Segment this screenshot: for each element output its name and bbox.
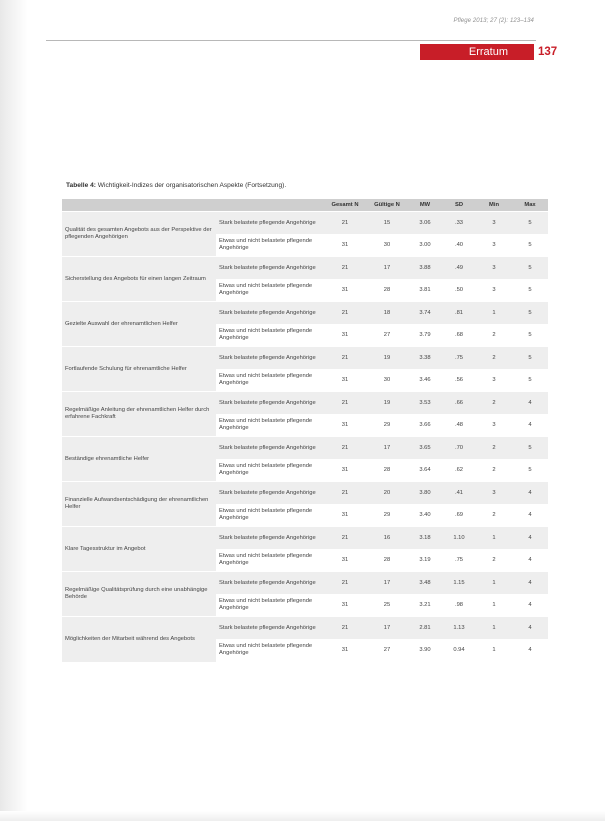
cell-group: Etwas und nicht belastete pflegende Angehörige [219,418,313,431]
cell-sd: .50 [454,286,464,293]
cell-min: 2 [492,556,496,563]
cell-max: 4 [528,601,532,608]
cell-mw: 3.18 [408,527,442,550]
table-row [62,257,548,280]
column-header-mw: MW [408,199,442,212]
table-row [62,617,548,640]
cell-mw: 3.80 [408,482,442,505]
cell-max: 4 [512,527,548,550]
cell-max: 4 [528,511,532,518]
cell-group: Stark belastete pflegende Angehörige [216,302,324,325]
cell-aspect: Regelmäßige Qualitätsprüfung durch eine unabhängige Behörde [62,572,216,617]
cell-mw: 3.40 [419,511,431,518]
cell-mw: 2.81 [408,617,442,640]
cell-max: 4 [512,392,548,415]
cell-mw: 3.21 [419,601,431,608]
cell-max: 4 [512,572,548,595]
cell-gueltige-n: 17 [366,257,408,280]
running-head: Pflege 2013; 27 (2): 123–134 [453,18,534,24]
cell-group: Stark belastete pflegende Angehörige [216,212,324,235]
cell-sd: .48 [454,421,464,428]
cell-gesamt-n: 31 [341,511,349,518]
cell-min: 3 [492,286,496,293]
cell-gesamt-n: 21 [324,527,366,550]
cell-gesamt-n: 21 [324,212,366,235]
column-header-aspect [62,199,216,212]
cell-mw: 3.06 [408,212,442,235]
cell-min: 2 [492,511,496,518]
cell-gesamt-n: 21 [324,617,366,640]
cell-min: 1 [476,527,512,550]
cell-max: 5 [512,437,548,460]
cell-group: Etwas und nicht belastete pflegende Angehörige [219,553,313,566]
cell-sd: .75 [442,347,476,370]
cell-max: 5 [512,302,548,325]
cell-gueltige-n: 15 [366,212,408,235]
section-badge: Erratum [420,44,534,60]
cell-gesamt-n: 21 [324,482,366,505]
column-header-group [216,199,324,212]
cell-aspect: Finanzielle Aufwandsentschädigung der ehrenamtlichen Helfer [62,482,216,527]
cell-mw: 3.48 [408,572,442,595]
cell-aspect: Fortlaufende Schulung für ehrenamtliche Helfer [62,347,216,392]
cell-gueltige-n: 30 [383,376,391,383]
cell-min: 1 [476,617,512,640]
cell-gueltige-n: 25 [383,601,391,608]
cell-aspect: Sicherstellung des Angebots für einen langen Zeitraum [62,257,216,302]
cell-min: 3 [492,421,496,428]
cell-sd: .33 [442,212,476,235]
table-row [62,482,548,505]
page-edge-shadow [0,0,28,821]
cell-gueltige-n: 27 [383,646,391,653]
cell-gueltige-n: 28 [383,466,391,473]
cell-sd: .75 [454,556,464,563]
cell-mw: 3.38 [408,347,442,370]
importance-index-table [62,199,548,662]
cell-max: 4 [512,617,548,640]
cell-gesamt-n: 21 [324,437,366,460]
cell-sd: .41 [442,482,476,505]
cell-mw: 3.81 [419,286,431,293]
cell-max: 4 [512,482,548,505]
cell-aspect: Klare Tagesstruktur im Angebot [62,527,216,572]
cell-aspect: Qualität des gesamten Angebots aus der Perspektive der pflegenden Angehörigen [62,212,216,257]
cell-gueltige-n: 18 [366,302,408,325]
cell-gesamt-n: 31 [341,646,349,653]
cell-group: Etwas und nicht belastete pflegende Angehörige [219,373,313,386]
cell-gesamt-n: 31 [341,241,349,248]
cell-gueltige-n: 19 [366,347,408,370]
cell-gueltige-n: 27 [383,331,391,338]
page-bottom-shadow [0,811,605,821]
cell-gesamt-n: 31 [341,331,349,338]
cell-min: 1 [492,646,496,653]
cell-group: Etwas und nicht belastete pflegende Angehörige [219,328,313,341]
cell-group: Etwas und nicht belastete pflegende Angehörige [219,283,313,296]
cell-max: 4 [528,556,532,563]
cell-group: Stark belastete pflegende Angehörige [216,347,324,370]
cell-min: 2 [492,331,496,338]
cell-min: 2 [476,347,512,370]
table-row [62,212,548,235]
cell-group: Stark belastete pflegende Angehörige [216,617,324,640]
cell-aspect: Möglichkeiten der Mitarbeit während des Angebots [62,617,216,662]
cell-min: 3 [492,376,496,383]
cell-max: 4 [528,421,532,428]
cell-group: Etwas und nicht belastete pflegende Angehörige [219,508,313,521]
cell-min: 2 [492,466,496,473]
cell-mw: 3.79 [419,331,431,338]
cell-group: Stark belastete pflegende Angehörige [216,437,324,460]
column-header-max: Max [512,199,548,212]
cell-sd: 1.15 [442,572,476,595]
cell-gesamt-n: 21 [324,257,366,280]
cell-mw: 3.46 [419,376,431,383]
cell-gesamt-n: 21 [324,302,366,325]
cell-max: 5 [512,347,548,370]
cell-gueltige-n: 28 [383,286,391,293]
table-row [62,392,548,415]
cell-min: 3 [476,257,512,280]
cell-group: Etwas und nicht belastete pflegende Angehörige [219,463,313,476]
table-caption [66,182,536,189]
cell-gueltige-n: 17 [366,437,408,460]
cell-max: 5 [528,331,532,338]
table-row [62,527,548,550]
cell-gueltige-n: 20 [366,482,408,505]
cell-group: Stark belastete pflegende Angehörige [216,257,324,280]
cell-group: Etwas und nicht belastete pflegende Angehörige [219,238,313,251]
cell-mw: 3.64 [419,466,431,473]
cell-aspect: Beständige ehrenamtliche Helfer [62,437,216,482]
table-row [62,572,548,595]
cell-sd: .56 [454,376,464,383]
page-number: 137 [538,46,558,58]
cell-min: 1 [476,572,512,595]
cell-min: 2 [476,437,512,460]
cell-gesamt-n: 21 [324,572,366,595]
cell-sd: .68 [454,331,464,338]
cell-max: 5 [528,241,532,248]
cell-group: Stark belastete pflegende Angehörige [216,527,324,550]
table-row [62,437,548,460]
cell-min: 1 [492,601,496,608]
cell-mw: 3.74 [408,302,442,325]
cell-min: 1 [476,302,512,325]
column-header-sd: SD [442,199,476,212]
cell-gueltige-n: 28 [383,556,391,563]
cell-mw: 3.53 [408,392,442,415]
cell-mw: 3.65 [408,437,442,460]
cell-gesamt-n: 31 [341,466,349,473]
cell-min: 3 [476,482,512,505]
header-rule [46,40,536,41]
cell-gesamt-n: 31 [341,601,349,608]
cell-max: 4 [528,646,532,653]
table-row [62,347,548,370]
column-header-gueltige-n: Gültige N [366,199,408,212]
table-caption-label: Tabelle 4: [66,182,96,189]
cell-sd: 1.10 [442,527,476,550]
cell-min: 3 [476,212,512,235]
table-row [62,302,548,325]
cell-gesamt-n: 31 [341,556,349,563]
cell-sd: 1.13 [442,617,476,640]
cell-max: 5 [528,286,532,293]
cell-gesamt-n: 31 [341,376,349,383]
cell-sd: .81 [442,302,476,325]
cell-gueltige-n: 16 [366,527,408,550]
cell-group: Etwas und nicht belastete pflegende Angehörige [219,643,313,657]
cell-sd: .66 [442,392,476,415]
cell-gueltige-n: 29 [383,421,391,428]
cell-gesamt-n: 31 [341,286,349,293]
cell-sd: .62 [454,466,464,473]
table-body [62,212,548,662]
cell-gueltige-n: 17 [366,617,408,640]
column-header-gesamt-n: Gesamt N [324,199,366,212]
column-header-min: Min [476,199,512,212]
cell-sd: .98 [454,601,464,608]
cell-mw: 3.66 [419,421,431,428]
cell-sd: .69 [454,511,464,518]
cell-min: 3 [492,241,496,248]
cell-group: Stark belastete pflegende Angehörige [216,392,324,415]
cell-sd: .40 [454,241,464,248]
cell-group: Stark belastete pflegende Angehörige [216,572,324,595]
cell-max: 5 [528,376,532,383]
cell-max: 5 [528,466,532,473]
cell-aspect: Gezielte Auswahl der ehrenamtlichen Helfer [62,302,216,347]
cell-group: Etwas und nicht belastete pflegende Angehörige [219,598,313,611]
cell-sd: 0.94 [453,646,465,653]
table-header-row [62,199,548,212]
cell-gueltige-n: 30 [383,241,391,248]
cell-gueltige-n: 19 [366,392,408,415]
cell-mw: 3.19 [419,556,431,563]
cell-gueltige-n: 29 [383,511,391,518]
cell-max: 5 [512,257,548,280]
cell-aspect: Regelmäßige Anleitung der ehrenamtlichen Helfer durch erfahrene Fachkraft [62,392,216,437]
cell-gueltige-n: 17 [366,572,408,595]
cell-max: 5 [512,212,548,235]
cell-gesamt-n: 31 [341,421,349,428]
table-caption-text: Wichtigkeit-Indizes der organisatorischen Aspekte (Fortsetzung). [97,182,287,189]
cell-group: Stark belastete pflegende Angehörige [216,482,324,505]
cell-gesamt-n: 21 [324,347,366,370]
cell-mw: 3.90 [419,646,431,653]
cell-gesamt-n: 21 [324,392,366,415]
cell-min: 2 [476,392,512,415]
cell-sd: .49 [442,257,476,280]
cell-mw: 3.88 [408,257,442,280]
cell-mw: 3.00 [419,241,431,248]
cell-sd: .70 [442,437,476,460]
